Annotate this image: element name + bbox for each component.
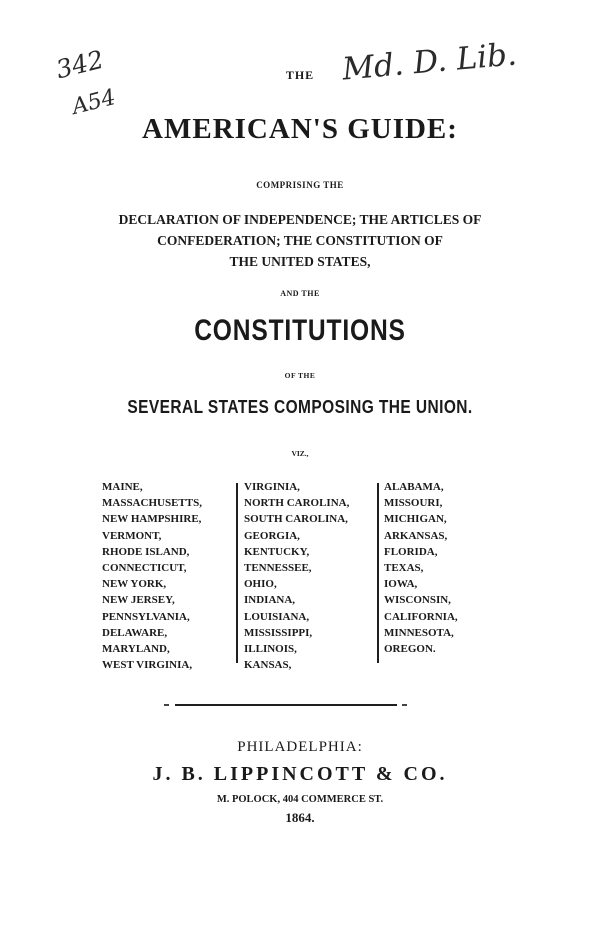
column-divider-1 [236,483,238,663]
states-column-2 [244,479,349,673]
title-article: THE [285,68,315,82]
imprint-city: PHILADELPHIA: [237,739,363,755]
state-item: MAINE, [102,481,143,493]
state-item: SOUTH CAROLINA, [244,513,348,526]
state-item: VIRGINIA, [244,481,300,493]
rule-end-mark-right [402,704,407,706]
state-item: CALIFORNIA, [384,610,458,623]
state-item: DELAWARE, [102,626,168,639]
state-item: NEW HAMPSHIRE, [102,513,202,526]
handwritten-call-number: 342 [53,44,107,85]
states-column-3 [384,479,458,657]
divider-rule [175,704,397,706]
page-title: AMERICAN'S GUIDE: [142,113,458,145]
several-states-heading: SEVERAL STATES COMPOSING THE UNION. [127,397,473,417]
handwritten-call-number-suffix: A54 [69,85,119,120]
state-item: TEXAS, [384,562,424,575]
state-item: ALABAMA, [384,481,444,493]
states-column-1 [102,479,202,673]
state-item: MARYLAND, [102,643,170,656]
handwritten-library-mark: Md. D. Lib. [340,36,519,88]
state-item: MISSOURI, [384,497,443,510]
and-the-label: AND THE [280,289,320,298]
constitutions-heading: CONSTITUTIONS [194,314,406,347]
state-item: MICHIGAN, [384,513,447,526]
state-item: KANSAS, [244,659,292,672]
imprint-printer: M. POLOCK, 404 COMMERCE ST. [216,794,384,805]
state-item: ARKANSAS, [384,529,448,542]
state-item: NORTH CAROLINA, [244,497,350,510]
viz-label: VIZ., [291,449,309,458]
state-item: TENNESSEE, [244,562,312,575]
state-item: ILLINOIS, [244,643,297,656]
state-item: FLORIDA, [384,545,438,558]
documents-line-3: THE UNITED STATES, [229,254,371,269]
state-item: MASSACHUSETTS, [102,497,202,510]
imprint-year: 1864. [285,810,315,825]
state-item: VERMONT, [102,529,162,542]
state-item: NEW JERSEY, [102,594,175,607]
state-item: NEW YORK, [102,578,167,591]
state-item: WEST VIRGINIA, [102,659,193,672]
state-item: INDIANA, [244,594,296,607]
state-item: WISCONSIN, [384,594,451,607]
state-item: MINNESOTA, [384,626,454,639]
state-item: RHODE ISLAND, [102,545,190,558]
column-divider-2 [377,483,379,663]
state-item: LOUISIANA, [244,610,310,623]
rule-end-mark-left [164,704,169,706]
state-item: GEORGIA, [244,529,300,542]
documents-list [0,209,600,272]
state-item: CONNECTICUT, [102,562,187,575]
documents-line-1: DECLARATION OF INDEPENDENCE; THE ARTICLES OF [118,212,482,227]
state-item: PENNSYLVANIA, [102,610,190,623]
state-item: OREGON. [384,643,436,656]
of-the-label: OF THE [284,371,316,380]
imprint-publisher: J. B. LIPPINCOTT & CO. [152,763,448,785]
state-item: IOWA, [384,578,418,591]
comprising-label: COMPRISING THE [256,180,344,190]
state-item: KENTUCKY, [244,545,310,558]
state-item: OHIO, [244,578,277,591]
state-item: MISSISSIPPI, [244,626,313,639]
documents-line-2: CONFEDERATION; THE CONSTITUTION OF [157,233,443,248]
